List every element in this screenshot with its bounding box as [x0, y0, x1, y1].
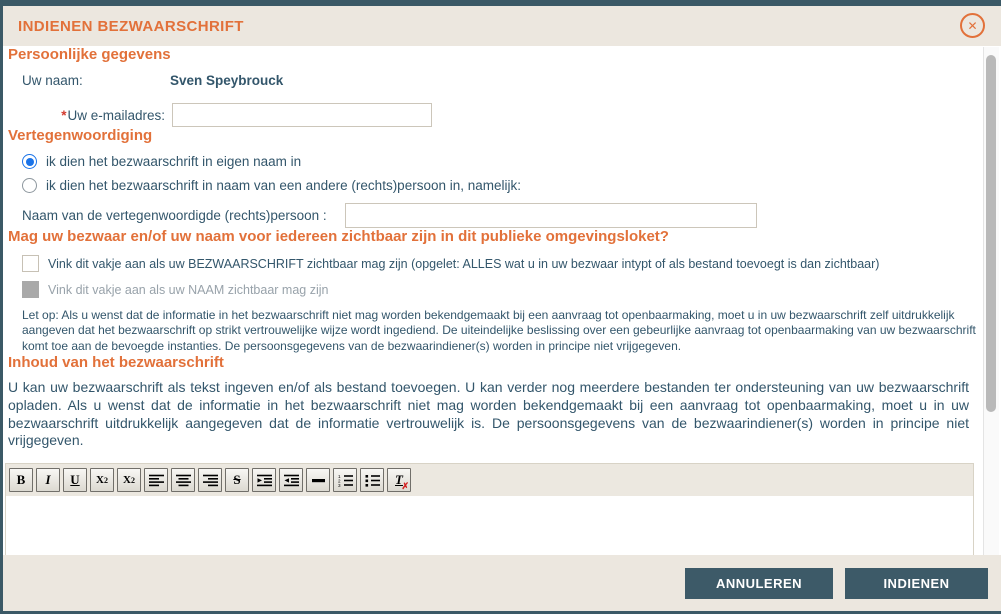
- required-marker: *: [61, 107, 67, 123]
- ordered-list-icon: [338, 474, 353, 487]
- radio-selected-dot: [26, 158, 34, 166]
- outdent-button[interactable]: [279, 468, 303, 492]
- close-icon: ✕: [967, 18, 978, 33]
- close-button[interactable]: [960, 13, 985, 38]
- editor-content[interactable]: [6, 496, 973, 555]
- cancel-button[interactable]: ANNULEREN: [685, 568, 833, 599]
- svg-text:3: 3: [337, 482, 341, 487]
- email-label: *Uw e-mailadres:: [61, 107, 165, 123]
- align-center-icon: [176, 474, 191, 487]
- radio-row-own-name: [22, 154, 1001, 169]
- remove-format-button[interactable]: T ✗: [387, 468, 411, 492]
- horizontal-rule-button[interactable]: [306, 468, 330, 492]
- email-row: [3, 103, 1001, 127]
- name-value: Sven Speybrouck: [170, 73, 284, 88]
- unordered-list-icon: [365, 474, 380, 487]
- svg-text:1: 1: [337, 473, 341, 479]
- checkbox-name-visible-label: Vink dit vakje aan als uw NAAM zichtbaar mag zijn: [48, 282, 329, 297]
- radio-own-name[interactable]: [22, 154, 37, 169]
- indent-icon: [257, 474, 272, 487]
- checkbox-row-name-visible: [22, 281, 1001, 298]
- unordered-list-button[interactable]: [360, 468, 384, 492]
- outdent-icon: [284, 474, 299, 487]
- radio-other-person-label[interactable]: ik dien het bezwaarschrift in naam van een andere (rechts)persoon in, namelijk:: [46, 178, 521, 193]
- scrollbar-thumb[interactable]: [986, 55, 996, 412]
- radio-own-name-label[interactable]: ik dien het bezwaarschrift in eigen naam in: [46, 154, 302, 169]
- content-intro-text: U kan uw bezwaarschrift als tekst ingeven en/of als bestand toevoegen. U kan verder nog meerdere bestanden ter ondersteuning van uw bezwaarschrift opladen. Als u wenst dat de informatie in het bezwaarschrift niet mag worden bekendgemaakt bij een aanvraag tot openbaarmaking, moet u in uw bezwaarschrift uitdrukkelijk aangegeven dat de informatie vertrouwelijk is. De persoonsgegevens van de bezwaarindiener(s) worden in principe niet vrijgegeven.: [8, 379, 969, 449]
- strikethrough-button[interactable]: S: [225, 468, 249, 492]
- section-heading-representation: Vertegenwoordiging: [8, 127, 153, 144]
- subscript-button[interactable]: X 2: [90, 468, 114, 492]
- section-heading-visibility: Mag uw bezwaar en/of uw naam voor iedereen zichtbaar zijn in dit publieke omgevingsloket?: [8, 228, 669, 245]
- section-heading-personal: Persoonlijke gegevens: [8, 46, 171, 63]
- radio-other-person[interactable]: [22, 178, 37, 193]
- remove-format-x-icon: ✗: [401, 481, 409, 492]
- name-label: Uw naam:: [22, 73, 83, 88]
- scrollbar-track[interactable]: [983, 47, 999, 555]
- representative-name-input[interactable]: [345, 203, 757, 228]
- name-row: [22, 73, 1001, 88]
- radio-row-other-person: [22, 178, 1001, 193]
- italic-button[interactable]: I: [36, 468, 60, 492]
- checkbox-objection-visible[interactable]: [22, 255, 39, 272]
- ordered-list-button[interactable]: [333, 468, 357, 492]
- checkbox-row-objection-visible: [22, 255, 1001, 272]
- superscript-button[interactable]: X 2: [117, 468, 141, 492]
- submit-button[interactable]: INDIENEN: [845, 568, 988, 599]
- checkbox-name-visible-disabled: [22, 281, 39, 298]
- svg-text:2: 2: [337, 478, 341, 484]
- rich-text-editor: [5, 463, 974, 555]
- underline-button[interactable]: U: [63, 468, 87, 492]
- bold-button[interactable]: B: [9, 468, 33, 492]
- align-left-button[interactable]: [144, 468, 168, 492]
- horizontal-rule-icon: [311, 474, 326, 487]
- align-center-button[interactable]: [171, 468, 195, 492]
- dialog-footer: [3, 555, 1001, 611]
- section-heading-content: Inhoud van het bezwaarschrift: [8, 354, 224, 372]
- align-left-icon: [149, 474, 164, 487]
- email-input[interactable]: [172, 103, 432, 127]
- representative-name-label: Naam van de vertegenwoordigde (rechts)persoon :: [22, 208, 327, 223]
- dialog-title: INDIENEN BEZWAARSCHRIFT: [18, 17, 244, 35]
- representative-name-row: [22, 203, 1001, 228]
- confidentiality-note: Let op: Als u wenst dat de informatie in het bezwaarschrift niet mag worden bekendgemaakt bij een aanvraag tot openbaarmaking, moet u in uw bezwaarschrift zelf uitdrukkelijk aangeven dat het bezwaarschrift op strikt vertrouwelijke wijze wordt ingediend. De uiteindelijke beslissing over een gebeurlijke aanvraag tot openbaarmaking van uw bezwaarschrift komt toe aan de bevoegde instanties. De persoonsgegevens van de bezwaarindiener(s) worden in principe niet vrijgegeven.: [22, 308, 976, 353]
- editor-toolbar: [6, 464, 973, 496]
- align-right-icon: [203, 474, 218, 487]
- checkbox-objection-visible-label[interactable]: Vink dit vakje aan als uw BEZWAARSCHRIFT zichtbaar mag zijn (opgelet: ALLES wat u in uw bezwaar intypt of als bestand toevoegt is dan zichtbaar): [48, 256, 880, 271]
- align-right-button[interactable]: [198, 468, 222, 492]
- indent-button[interactable]: [252, 468, 276, 492]
- dialog-body: [3, 46, 1001, 555]
- dialog-header: [3, 6, 1001, 46]
